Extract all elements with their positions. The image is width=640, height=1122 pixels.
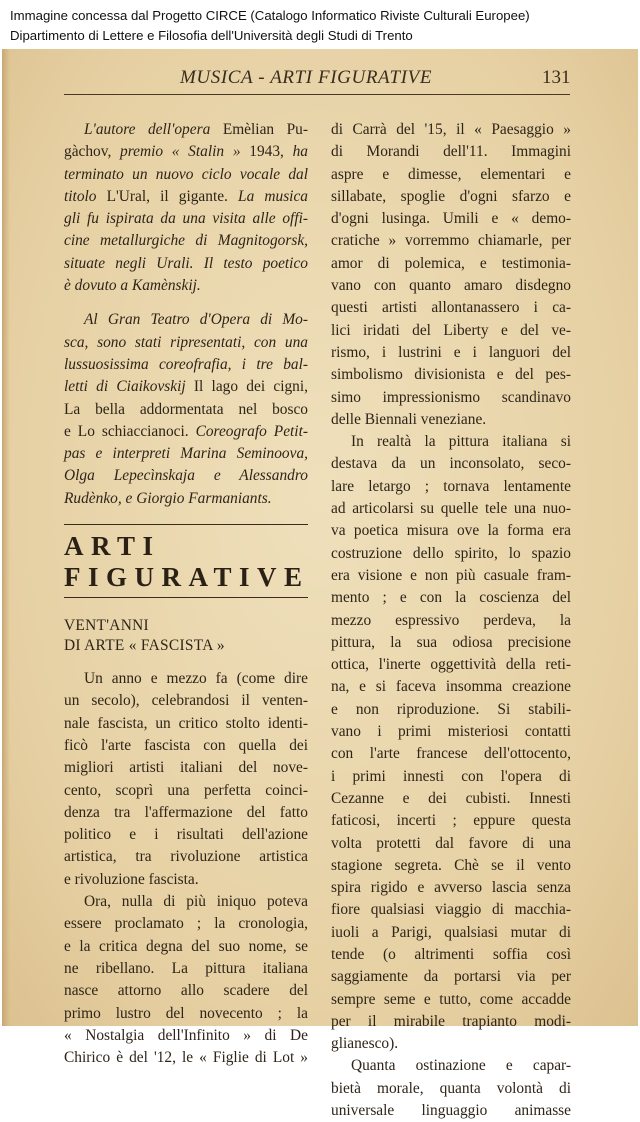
text-line: costruzione dello spirito, lo spazio: [331, 544, 571, 562]
text-line: [64, 399, 308, 421]
text-line: bietà morale, quanta volontà di: [331, 1079, 571, 1097]
text-line: « Nostalgia dell'Infinito » di De: [64, 1026, 308, 1044]
paragraph-article-1: [64, 668, 308, 891]
text-line: e la critica degna del suo nome, se: [64, 937, 308, 955]
text-line: fiore qualsiasi viaggio di macchia-: [331, 901, 571, 919]
italic-text: Rudènko, e Giorgio Farmaniants.: [64, 489, 272, 507]
text-line: [64, 332, 308, 354]
text-line: sempre seme e tutto, come accadde: [331, 990, 571, 1008]
left-column: [64, 119, 308, 1069]
text-line: Chirico è del '12, le « Figlie di Lot »: [64, 1049, 308, 1067]
running-head: [2, 67, 638, 93]
text-line: Ora, nulla di più iniquo poteva: [84, 893, 308, 911]
source-banner: [0, 0, 640, 48]
banner-line-2: Dipartimento di Lettere e Filosofia dell'Università degli Studi di Trento: [10, 28, 413, 43]
paragraph-music-news-2: [64, 309, 308, 510]
italic-text: pas e interpreti Marina Seminoova,: [64, 445, 308, 463]
text-line: d'ogni lusinga. Umili e « demo-: [331, 210, 571, 228]
text-line: [64, 421, 308, 443]
article-subhead-1: VENT'ANNI: [64, 617, 149, 635]
text-line: aspre e dimesse, elementari e: [331, 165, 571, 183]
text-line: di Morandi dell'11. Immagini: [331, 143, 571, 161]
paragraph-gap: [64, 656, 308, 668]
text-line: tende (o altrimenti soffia così: [331, 945, 571, 963]
page-number: 131: [542, 67, 571, 88]
text-line: [64, 164, 308, 186]
italic-text: situate negli Urali. Il testo poetico: [64, 254, 308, 272]
text-line: ne ribellano. La pittura italiana: [64, 959, 308, 977]
text-line: iuoli a Parigi, qualsiasi mutar di: [331, 923, 571, 941]
italic-text: premio « Stalin »: [120, 143, 250, 161]
text-line: migliori artisti italiani del nove-: [64, 759, 308, 777]
text-line: nasce attorno allo scadere del: [64, 982, 308, 1000]
italic-text: lussuosissima coreofrafia, i tre bal-: [64, 355, 308, 373]
text-line: Un anno e mezzo fa (come dire: [84, 670, 308, 688]
italic-text: Coreografo Petit-: [195, 422, 308, 440]
text-line: ottica, l'inerte oggettività della reti-: [331, 656, 571, 674]
text-line: primo lustro del novecento ; la: [64, 1004, 308, 1022]
text-line: simo impressionismo scandinavo: [331, 388, 571, 406]
text-line: [64, 230, 308, 252]
text-line: amor di polemica, e testimonia-: [331, 254, 571, 272]
text-line: [64, 275, 308, 297]
text-line: con l'arte francese dell'ottocento,: [331, 745, 571, 763]
italic-text: terminato un nuovo ciclo vocale dal: [64, 165, 308, 183]
paragraph-article-2: [64, 891, 308, 1069]
text-line: rismo, i lustrini e i languori del: [331, 343, 571, 361]
text-line: vano i primi misteriosi contatti: [331, 723, 571, 741]
text-line: universale linguaggio animasse: [331, 1102, 571, 1120]
text-line: faticosi, incerti ; eppure questa: [331, 812, 571, 830]
text-line: [64, 186, 308, 208]
text-line: vano con quanto amaro disdegno: [331, 277, 571, 295]
text-line: simbolismo divisionista e del pes-: [331, 366, 571, 384]
text-line: volta protetti dal favore di una: [331, 834, 571, 852]
paragraph-article-5: [331, 1055, 571, 1122]
text-line: [64, 119, 308, 141]
paragraph-article-4: [331, 431, 571, 1055]
italic-text: cine metallurgiche di Magnitogorsk,: [64, 232, 308, 250]
text-line: va poetica misura ove la forma era: [331, 522, 571, 540]
section-title-arti: ARTI: [64, 531, 161, 562]
paragraph-gap: [64, 297, 308, 309]
article-subhead-2: DI ARTE « FASCISTA »: [64, 637, 225, 655]
text-line: lici iridati del Liberty e del ve-: [331, 321, 571, 339]
roman-text: e Lo schiaccianoci.: [64, 422, 196, 440]
text-line: [64, 488, 308, 510]
text-line: pittura, la sua odiosa precisione: [331, 633, 571, 651]
text-line: spira rigido e avverso lascia senza: [331, 879, 571, 897]
text-line: i primi innesti con l'opera di: [331, 767, 571, 785]
text-line: [64, 141, 308, 163]
italic-text: è dovuto a Kamènskij.: [64, 277, 201, 295]
roman-text: 1943,: [249, 143, 293, 161]
text-line: politico e i risultati dell'azione: [64, 826, 308, 844]
paragraph-article-3: [331, 119, 571, 431]
text-line: ad articolarsi su quelle tele una nuo-: [331, 500, 571, 518]
text-line: e rivoluzione fascista.: [64, 870, 199, 888]
text-line: [64, 465, 308, 487]
section-rule-bottom: [64, 597, 308, 598]
roman-text: Il lago dei cigni,: [193, 378, 308, 396]
italic-text: ha: [292, 143, 308, 161]
text-line: nale fascista, un critico stolto identi-: [64, 714, 308, 732]
right-column: [331, 119, 571, 1122]
italic-text: La musica: [238, 187, 308, 205]
text-line: cratiche » vorremmo chiamarle, per: [331, 232, 571, 250]
section-title-figurative: FIGURATIVE: [64, 562, 310, 593]
text-line: lare letargo ; tornava lentamente: [331, 477, 571, 495]
text-line: In realtà la pittura italiana si: [351, 433, 571, 451]
italic-text: letti di Ciaikovskij: [64, 378, 194, 396]
running-title: MUSICA - ARTI FIGURATIVE: [180, 67, 433, 88]
italic-text: gli fu ispirata da una visita alle offi-: [64, 210, 308, 228]
text-line: Quanta ostinazione e capar-: [351, 1057, 571, 1075]
scanned-page: [2, 49, 638, 1120]
page-spine-shadow: [2, 49, 10, 1026]
italic-text: sca, sono stati ripresentati, con una: [64, 333, 308, 351]
text-line: [64, 208, 308, 230]
text-line: delle Biennali veneziane.: [331, 410, 487, 428]
roman-text: gàchov,: [64, 143, 121, 161]
text-line: questi artisti allontanassero i ca-: [331, 299, 571, 317]
text-line: artistica, tra rivoluzione artistica: [64, 848, 308, 866]
text-line: glianesco).: [331, 1035, 399, 1053]
text-line: [64, 309, 308, 331]
text-line: mezzo espressivo perdeva, la: [331, 611, 571, 629]
paragraph-music-news-1: [64, 119, 308, 297]
text-line: na, e si faceva insomma creazione: [331, 678, 571, 696]
text-line: destava da un inconsolato, seco-: [331, 455, 571, 473]
italic-text: L'autore dell'opera: [84, 121, 223, 138]
text-line: e non riproduzione. Si stabili-: [331, 700, 571, 718]
text-line: [64, 354, 308, 376]
text-line: [64, 443, 308, 465]
italic-text: titolo: [64, 187, 107, 205]
text-line: Cezanne e dei cubisti. Innesti: [331, 789, 571, 807]
roman-text: L'Ural, il gigante.: [106, 187, 239, 205]
text-line: [64, 253, 308, 275]
text-line: stagione segreta. Chè se il vento: [331, 856, 571, 874]
section-rule-top: [64, 524, 308, 525]
text-line: denza tra l'affermazione del fatto: [64, 803, 308, 821]
text-line: era visione e non più casuale fram-: [331, 566, 571, 584]
banner-line-1: Immagine concessa dal Progetto CIRCE (Catalogo Informatico Riviste Culturali Europee): [10, 8, 530, 23]
text-line: mento ; e con la coscienza del: [331, 589, 571, 607]
text-line: saggiamente da portarsi via per: [331, 968, 571, 986]
text-line: per il mirabile trapianto modi-: [331, 1012, 571, 1030]
text-line: cento, scoprì una perfetta coinci-: [64, 781, 308, 799]
italic-text: Olga Lepecìnskaja e Alessandro: [64, 467, 308, 485]
text-line: essere proclamato ; la cronologia,: [64, 915, 308, 933]
roman-text: La bella addormentata nel bosco: [64, 400, 308, 418]
text-line: [64, 376, 308, 398]
roman-text: Emèlian Pu-: [222, 121, 309, 138]
text-line: di Carrà del '15, il « Paesaggio »: [331, 121, 571, 138]
header-rule: [64, 94, 570, 95]
italic-text: Al Gran Teatro d'Opera di Mo-: [84, 311, 308, 329]
text-line: un secolo), celebrandosi il venten-: [64, 692, 308, 710]
text-line: ficò l'arte fascista con quella dei: [64, 736, 308, 754]
text-line: sillabate, spoglie d'ogni sfarzo e: [331, 187, 571, 205]
